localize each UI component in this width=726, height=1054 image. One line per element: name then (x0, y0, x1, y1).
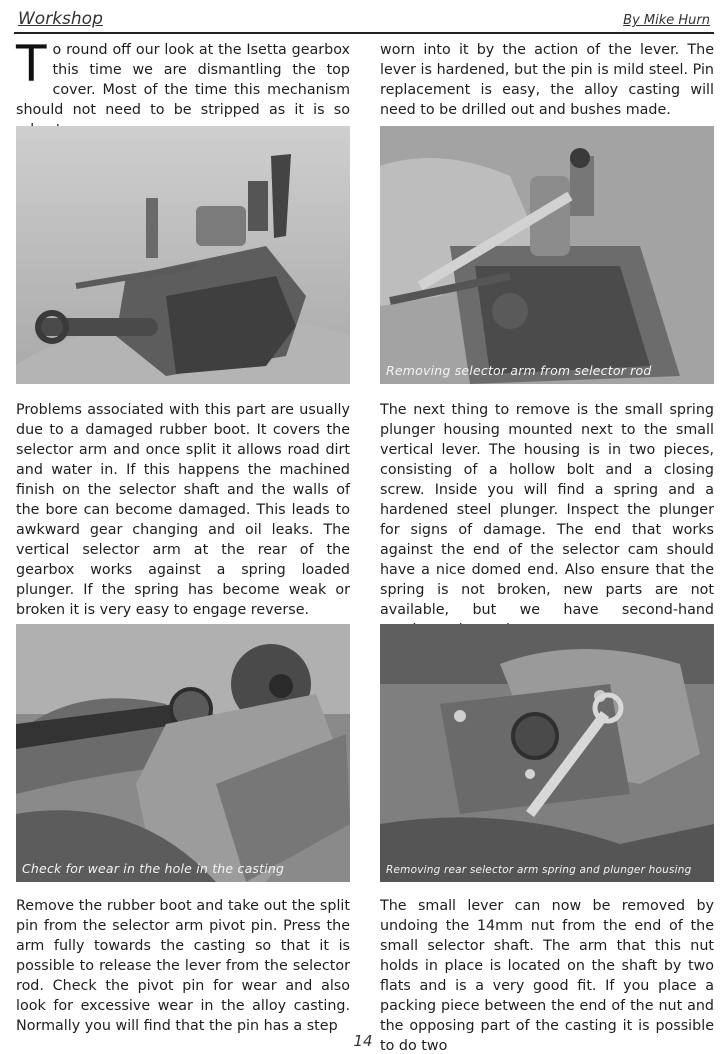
removing-selector-arm-photo (380, 126, 714, 384)
remove-boot-paragraph: Remove the rubber boot and take out the split pin from the selector arm pivot pin. Press the arm fully towards the casting so that it is possible to release the lever from the selector rod. Check the pivot pin for wear and also look for excessive wear in the alloy casting. Normally you will find that the pin has a step (16, 898, 350, 1034)
problems-paragraph: Problems associated with this part are usually due to a damaged rubber boot. It covers the selector arm and once split it allows road dirt and water in. If this happens the machined finish on the selector shaft and the walls of the bore can become damaged. This leads to awkward gear changing and oil leaks. The vertical selector arm at the rear of the gearbox works against a spring loaded plunger. If the spring has become weak or broken it is very easy to engage reverse. (16, 402, 350, 618)
worn-paragraph: worn into it by the action of the lever. The lever is hardened, but the pin is mild steel. Pin replacement is easy, the alloy casting will need to be drilled out and bushes made. (380, 42, 714, 118)
page-number: 14 (353, 1032, 373, 1050)
section-title: Workshop (18, 9, 103, 29)
removing-spring-plunger-photo (380, 624, 714, 882)
intro-paragraph (16, 35, 350, 140)
page-header (14, 8, 714, 34)
removing-selector-arm-caption: Removing selector arm from selector rod (386, 363, 652, 378)
gearbox-top-cover-photo (16, 126, 350, 384)
intro-text: o round off our look at the Isetta gearbox this time we are dismantling the top cover. Most of the time this mechanism should not need to be stripped as it is so (16, 42, 350, 118)
drop-cap: T (16, 35, 47, 93)
check-wear-photo (16, 624, 350, 882)
small-lever-paragraph: The small lever can now be removed by undoing the 14mm nut from the end of the small selector shaft. The arm that this nut holds in place is located on the shaft by two flats and is a very good fit. If you place a packing piece between the end of the nut and the opposing part of the casting it is possible to do two (380, 898, 714, 1054)
removing-spring-plunger-caption: Removing rear selector arm spring and plunger housing (386, 864, 692, 876)
author-byline: By Mike Hurn (623, 13, 710, 28)
check-wear-caption: Check for wear in the hole in the casting (22, 861, 285, 876)
spring-plunger-paragraph: The next thing to remove is the small spring plunger housing mounted next to the small vertical lever. The housing is in two pieces, consisting of a hollow bolt and a closing screw. Inside you will find a spring and a hardened steel plunger. Inspect the plunger for signs of damage. The end that works against the end of the selector cam should have a nice domed end. Also ensure that the spring is not broken, new parts are not available, but we have second-hand (380, 402, 714, 618)
